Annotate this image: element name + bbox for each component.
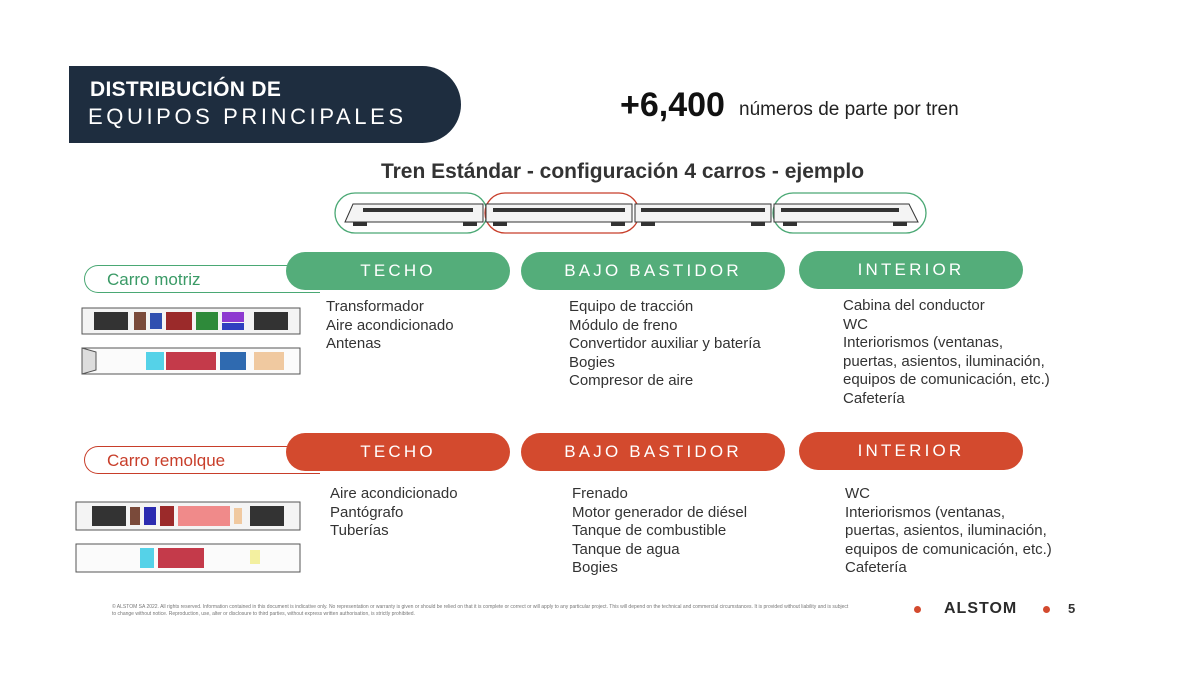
list-item: Transformador bbox=[326, 298, 424, 315]
trailer-car-label: Carro remolque bbox=[84, 446, 320, 474]
list-item: puertas, asientos, iluminación, bbox=[843, 352, 1045, 370]
trailer-techo-pill: TECHO bbox=[286, 433, 510, 471]
list-item: Interiorismos (ventanas, bbox=[845, 503, 1006, 521]
list-item: Motor generador de diésel bbox=[572, 503, 748, 521]
brand-dot-icon bbox=[1043, 606, 1050, 613]
motor-car-label: Carro motriz bbox=[84, 265, 320, 293]
list-item: Aire acondicionado bbox=[326, 316, 454, 334]
alstom-logo: ALSTOM bbox=[944, 600, 1018, 617]
motor-interior-list bbox=[843, 297, 1050, 409]
list-item: Antenas bbox=[326, 335, 382, 353]
list-item: puertas, asientos, iluminación, bbox=[845, 522, 1047, 540]
part-count-label: números de parte por tren bbox=[739, 99, 959, 120]
trailer-interior-pill: INTERIOR bbox=[799, 432, 1023, 470]
trailer-car-equipment-diagram bbox=[74, 500, 302, 574]
train-side-view-illustration bbox=[333, 192, 929, 236]
motor-car-equipment-diagram bbox=[80, 306, 302, 376]
list-item: Bogies bbox=[569, 353, 615, 371]
trailer-bajo-bastidor-list bbox=[572, 485, 747, 578]
list-item: WC bbox=[843, 315, 868, 333]
trailer-techo-list bbox=[330, 485, 458, 541]
motor-bajo-bastidor-list bbox=[569, 298, 761, 391]
part-count-number: +6,400 bbox=[620, 86, 725, 124]
list-item: equipos de comunicación, etc.) bbox=[845, 540, 1052, 558]
list-item: WC bbox=[845, 485, 870, 502]
motor-interior-pill: INTERIOR bbox=[799, 251, 1023, 289]
list-item: Módulo de freno bbox=[569, 316, 678, 334]
motor-techo-pill: TECHO bbox=[286, 252, 510, 290]
list-item: Tanque de agua bbox=[572, 540, 680, 558]
list-item: equipos de comunicación, etc.) bbox=[843, 371, 1050, 389]
list-item: Cafetería bbox=[843, 389, 905, 407]
list-item: Tanque de combustible bbox=[572, 522, 727, 540]
slide-title-line1: DISTRIBUCIÓN DE bbox=[90, 78, 282, 101]
list-item: Interiorismos (ventanas, bbox=[843, 334, 1004, 352]
slide-title-line2: EQUIPOS PRINCIPALES bbox=[88, 104, 407, 129]
page-number: 5 bbox=[1068, 601, 1076, 616]
list-item: Aire acondicionado bbox=[330, 485, 458, 502]
list-item: Convertidor auxiliar y batería bbox=[569, 335, 761, 353]
list-item: Compresor de aire bbox=[569, 372, 694, 390]
list-item: Equipo de tracción bbox=[569, 298, 694, 315]
list-item: Cabina del conductor bbox=[843, 297, 985, 314]
motor-techo-list bbox=[326, 298, 454, 354]
list-item: Frenado bbox=[572, 485, 628, 502]
list-item: Cafetería bbox=[845, 559, 907, 577]
list-item: Tuberías bbox=[330, 522, 389, 540]
list-item: Bogies bbox=[572, 559, 618, 577]
list-item: Pantógrafo bbox=[330, 503, 404, 521]
legal-disclaimer: © ALSTOM SA 2022. All rights reserved. Information contained in this document is indicative only. No representation or warranty is given or should be relied on that it is complete or correct or will apply to any particular project. This will depend on the technical and commercial circumstances. It is provided without liability and is subject to change without notice. Reproduction, use, alter or disclosure to third parties, without express written authorisation, is strictly prohibited. bbox=[112, 604, 849, 617]
trailer-bajo-bastidor-pill: BAJO BASTIDOR bbox=[521, 433, 785, 471]
brand-dot-icon bbox=[914, 606, 921, 613]
motor-bajo-bastidor-pill: BAJO BASTIDOR bbox=[521, 252, 785, 290]
trailer-interior-list bbox=[845, 485, 1052, 578]
configuration-title: Tren Estándar - configuración 4 carros - ejemplo bbox=[380, 160, 865, 183]
